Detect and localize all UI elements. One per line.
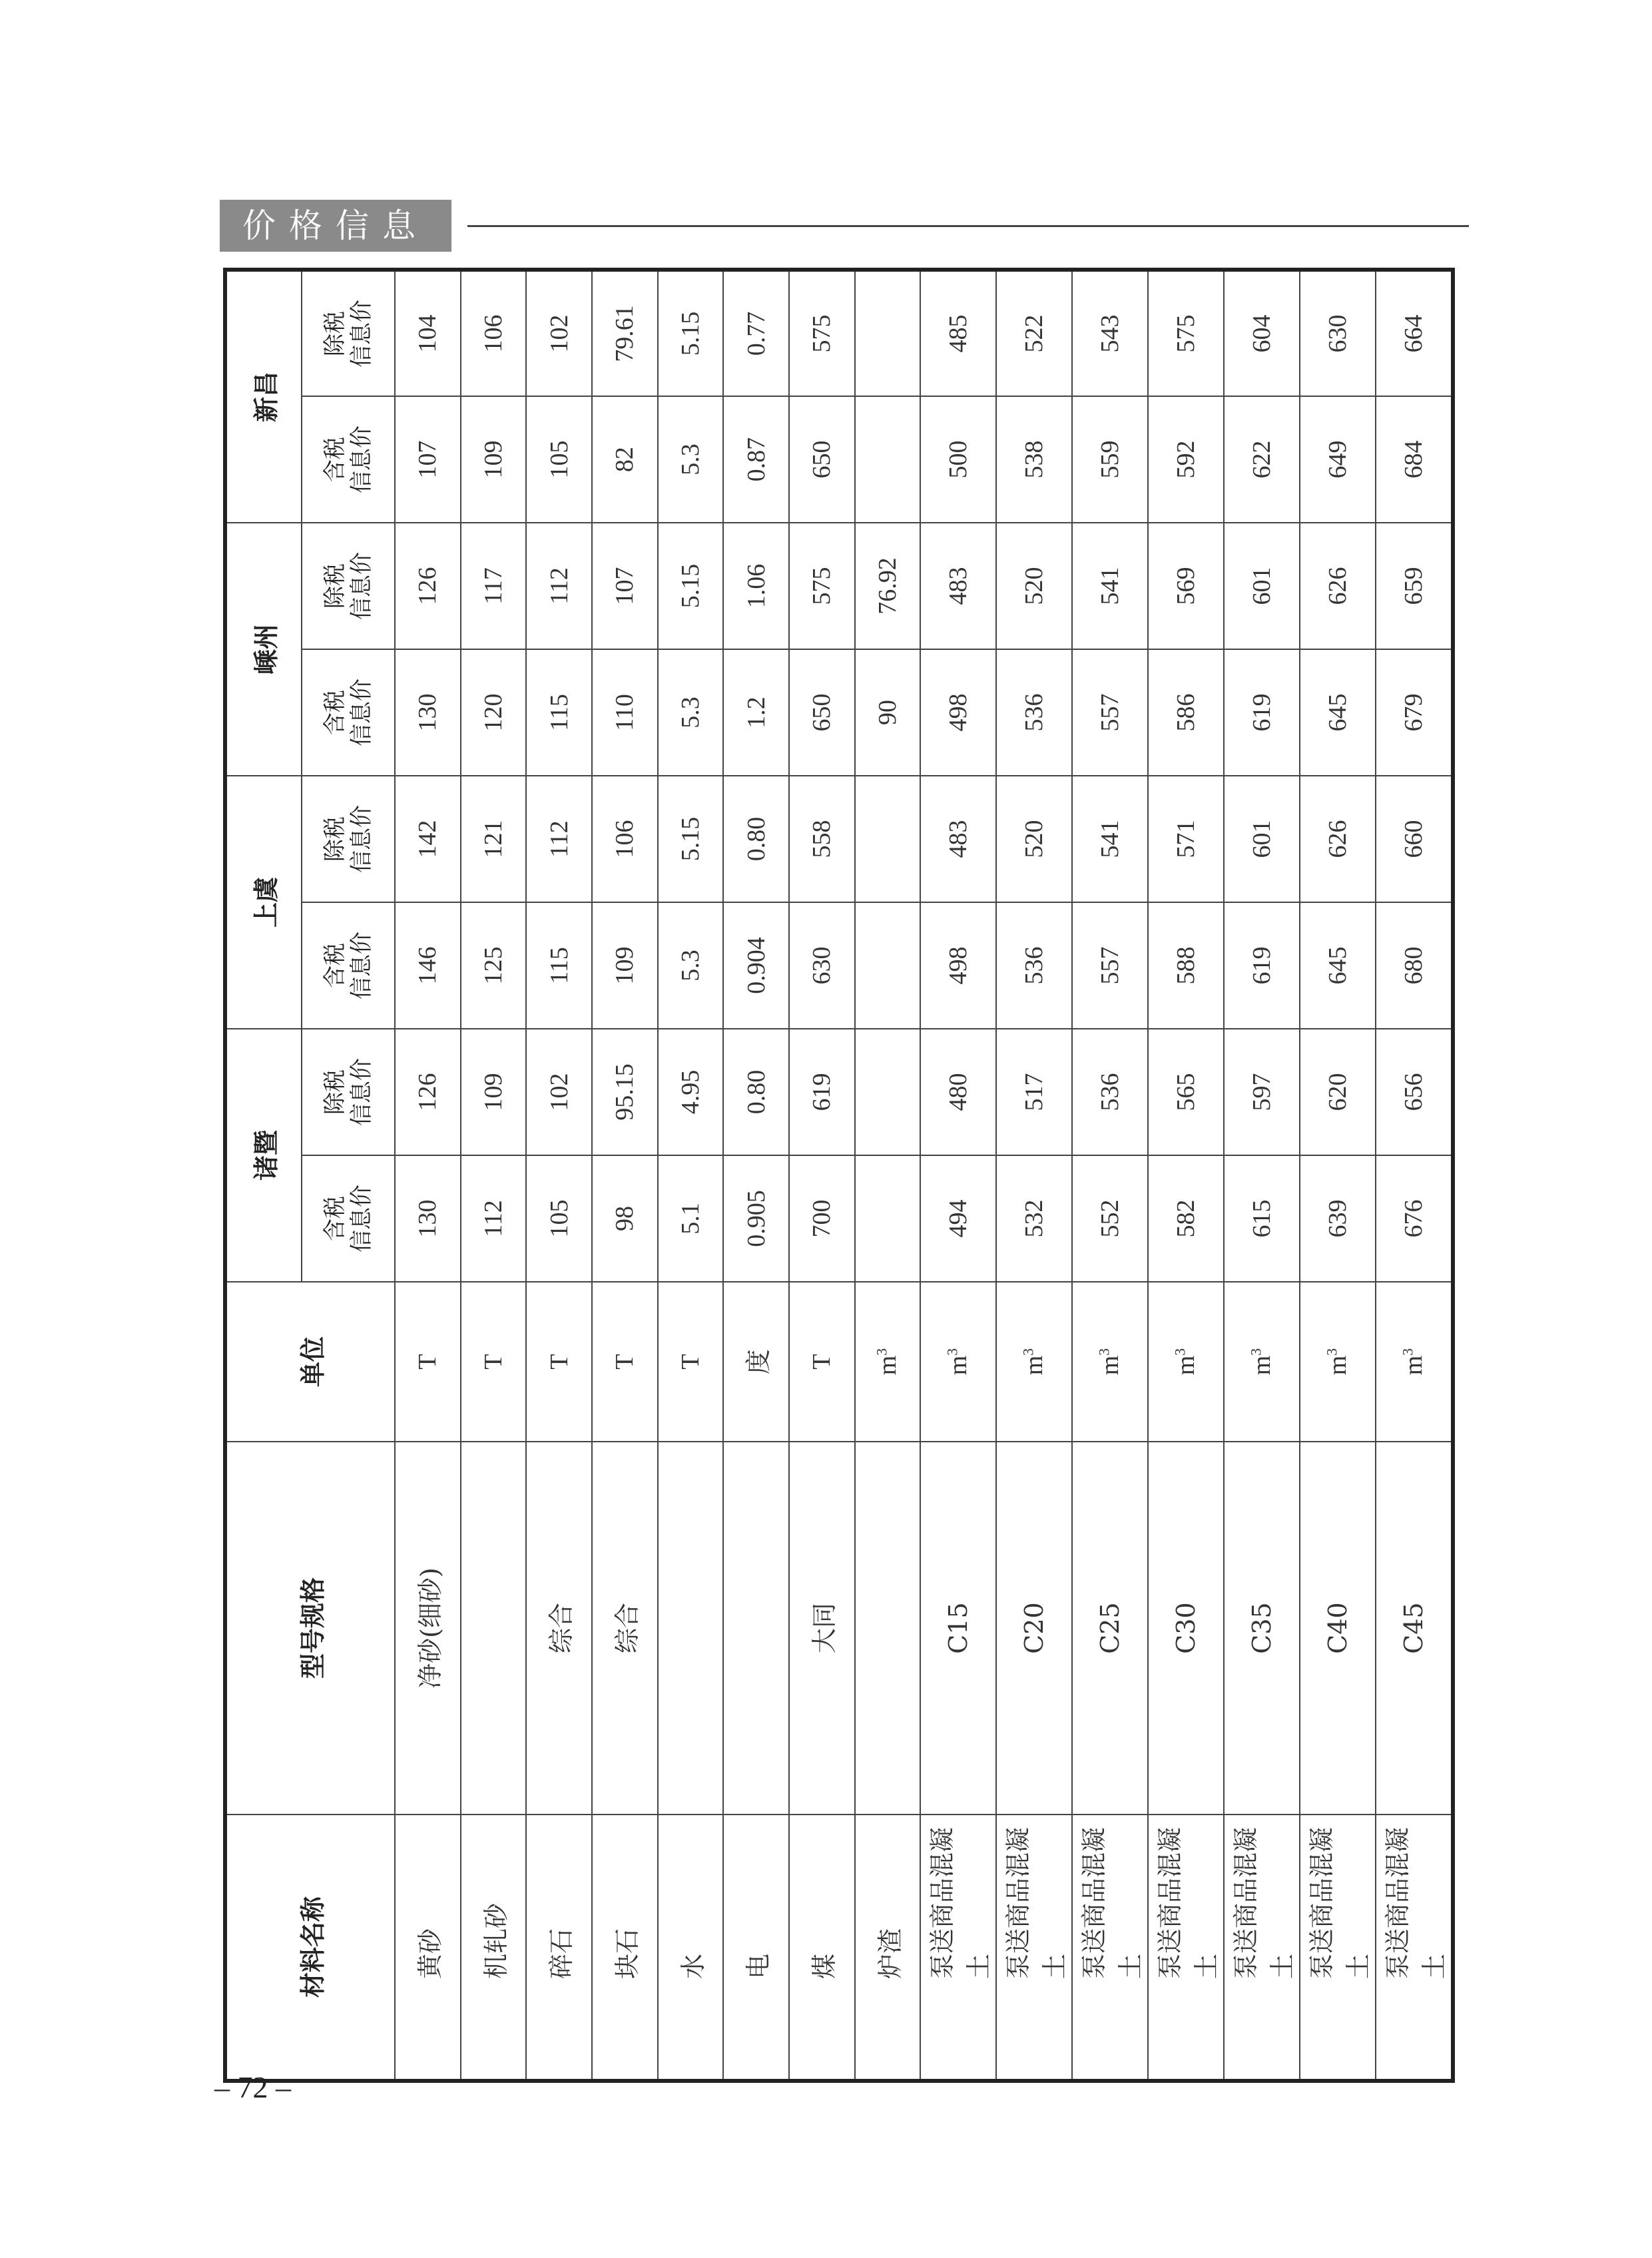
price-ex-tax: 620	[1300, 1029, 1376, 1155]
price-ex-tax: 656	[1376, 1029, 1453, 1155]
price-with-tax: 112	[461, 1155, 527, 1282]
price-ex-tax: 601	[1224, 776, 1300, 902]
price-with-tax: 105	[526, 1155, 592, 1282]
price-with-tax: 109	[461, 396, 527, 523]
unit-cell	[920, 1282, 996, 1442]
unit-cell	[658, 1282, 724, 1442]
price-ex-tax: 5.15	[658, 776, 724, 902]
header-region: 诸暨	[225, 1029, 302, 1282]
material-name: 泵送商品混凝土	[1148, 1815, 1224, 2081]
page-number: – 72 –	[214, 2070, 291, 2104]
unit-base: m	[1323, 1355, 1352, 1376]
price-ex-tax: 480	[920, 1029, 996, 1155]
price-with-tax: 649	[1300, 396, 1376, 523]
unit-base: m	[1020, 1355, 1049, 1376]
price-with-tax: 552	[1072, 1155, 1148, 1282]
price-with-tax: 90	[855, 649, 921, 776]
price-with-tax: 684	[1376, 396, 1453, 523]
price-with-tax: 622	[1224, 396, 1300, 523]
table-row	[996, 270, 1072, 2081]
price-with-tax: 536	[996, 649, 1072, 776]
price-ex-tax	[855, 776, 921, 902]
price-ex-tax: 4.95	[658, 1029, 724, 1155]
spec-cell: 综合	[526, 1442, 592, 1815]
price-ex-tax: 0.80	[723, 1029, 789, 1155]
unit-base: T	[545, 1354, 573, 1370]
price-with-tax: 592	[1148, 396, 1224, 523]
price-with-tax: 120	[461, 649, 527, 776]
unit-cell	[1148, 1282, 1224, 1442]
price-with-tax: 630	[789, 902, 855, 1029]
spec-cell	[461, 1442, 527, 1815]
price-ex-tax: 565	[1148, 1029, 1224, 1155]
price-ex-tax: 483	[920, 776, 996, 902]
subheader-ex-tax: 除税 信息价	[302, 776, 395, 902]
spec-cell: C35	[1224, 1442, 1300, 1815]
material-name: 煤	[789, 1815, 855, 2081]
price-ex-tax: 126	[395, 523, 461, 649]
price-ex-tax: 5.15	[658, 523, 724, 649]
unit-cell	[395, 1282, 461, 1442]
unit-superscript: 3	[1247, 1348, 1264, 1356]
spec-cell: C30	[1148, 1442, 1224, 1815]
unit-cell	[592, 1282, 658, 1442]
spec-cell	[658, 1442, 724, 1815]
price-ex-tax: 619	[789, 1029, 855, 1155]
unit-base: T	[808, 1354, 836, 1370]
unit-cell	[1376, 1282, 1453, 1442]
table-row	[526, 270, 592, 2081]
price-ex-tax: 0.80	[723, 776, 789, 902]
table-row	[658, 270, 724, 2081]
price-with-tax: 5.1	[658, 1155, 724, 1282]
unit-cell	[789, 1282, 855, 1442]
spec-cell: C15	[920, 1442, 996, 1815]
price-ex-tax: 106	[592, 776, 658, 902]
spec-cell	[723, 1442, 789, 1815]
price-ex-tax: 543	[1072, 270, 1148, 396]
material-name: 炉渣	[855, 1815, 921, 2081]
subheader-with-tax: 含税 信息价	[302, 649, 395, 776]
price-with-tax: 1.2	[723, 649, 789, 776]
price-with-tax: 650	[789, 649, 855, 776]
price-with-tax: 82	[592, 396, 658, 523]
unit-base: m	[1248, 1355, 1276, 1376]
price-with-tax: 588	[1148, 902, 1224, 1029]
table-row	[1148, 270, 1224, 2081]
unit-superscript: 3	[1171, 1348, 1189, 1356]
spec-cell	[855, 1442, 921, 1815]
price-with-tax: 498	[920, 902, 996, 1029]
price-with-tax: 679	[1376, 649, 1453, 776]
unit-base: m	[944, 1355, 973, 1376]
price-ex-tax: 541	[1072, 523, 1148, 649]
price-with-tax	[855, 902, 921, 1029]
header-region: 新昌	[225, 270, 302, 523]
price-ex-tax: 0.77	[723, 270, 789, 396]
unit-cell	[526, 1282, 592, 1442]
price-with-tax: 5.3	[658, 649, 724, 776]
table-row	[395, 270, 461, 2081]
unit-base: m	[1172, 1355, 1201, 1376]
price-ex-tax: 630	[1300, 270, 1376, 396]
unit-superscript: 3	[1323, 1348, 1340, 1356]
price-with-tax: 115	[526, 902, 592, 1029]
price-ex-tax: 664	[1376, 270, 1453, 396]
price-ex-tax: 541	[1072, 776, 1148, 902]
price-ex-tax: 660	[1376, 776, 1453, 902]
unit-base: T	[677, 1354, 705, 1370]
spec-cell: C40	[1300, 1442, 1376, 1815]
price-with-tax: 645	[1300, 902, 1376, 1029]
unit-base: T	[413, 1354, 442, 1370]
price-with-tax: 615	[1224, 1155, 1300, 1282]
spec-cell: 综合	[592, 1442, 658, 1815]
subheader-ex-tax: 除税 信息价	[302, 523, 395, 649]
unit-cell	[723, 1282, 789, 1442]
price-ex-tax: 558	[789, 776, 855, 902]
price-with-tax: 619	[1224, 649, 1300, 776]
subheader-ex-tax: 除税 信息价	[302, 1029, 395, 1155]
price-with-tax	[855, 1155, 921, 1282]
subheader-ex-tax: 除税 信息价	[302, 270, 395, 396]
spec-cell: C45	[1376, 1442, 1453, 1815]
unit-base: T	[479, 1354, 507, 1370]
price-with-tax: 125	[461, 902, 527, 1029]
price-with-tax: 130	[395, 1155, 461, 1282]
price-ex-tax: 485	[920, 270, 996, 396]
material-name: 泵送商品混凝土	[1072, 1815, 1148, 2081]
price-with-tax: 0.87	[723, 396, 789, 523]
table-row	[855, 270, 921, 2081]
price-with-tax: 559	[1072, 396, 1148, 523]
price-ex-tax: 102	[526, 270, 592, 396]
price-ex-tax: 95.15	[592, 1029, 658, 1155]
unit-base: T	[611, 1354, 639, 1370]
price-ex-tax: 575	[789, 270, 855, 396]
header-region: 嵊州	[225, 523, 302, 776]
material-name: 泵送商品混凝土	[1300, 1815, 1376, 2081]
price-with-tax: 532	[996, 1155, 1072, 1282]
material-name: 水	[658, 1815, 724, 2081]
spec-cell: C20	[996, 1442, 1072, 1815]
material-name: 泵送商品混凝土	[996, 1815, 1072, 2081]
price-ex-tax: 107	[592, 523, 658, 649]
price-with-tax: 619	[1224, 902, 1300, 1029]
price-ex-tax: 102	[526, 1029, 592, 1155]
unit-cell	[1224, 1282, 1300, 1442]
unit-base: 度	[745, 1349, 774, 1375]
material-name: 块石	[592, 1815, 658, 2081]
price-ex-tax: 626	[1300, 776, 1376, 902]
material-name: 泵送商品混凝土	[1224, 1815, 1300, 2081]
header-material: 材料名称	[225, 1815, 395, 2081]
price-ex-tax: 569	[1148, 523, 1224, 649]
spec-cell: 大同	[789, 1442, 855, 1815]
price-ex-tax: 575	[1148, 270, 1224, 396]
price-with-tax: 557	[1072, 902, 1148, 1029]
price-ex-tax: 1.06	[723, 523, 789, 649]
price-ex-tax: 520	[996, 776, 1072, 902]
price-ex-tax: 142	[395, 776, 461, 902]
price-with-tax: 105	[526, 396, 592, 523]
price-with-tax: 5.3	[658, 902, 724, 1029]
material-name: 泵送商品混凝土	[1376, 1815, 1453, 2081]
price-ex-tax: 117	[461, 523, 527, 649]
price-with-tax: 98	[592, 1155, 658, 1282]
price-ex-tax: 121	[461, 776, 527, 902]
price-with-tax: 0.904	[723, 902, 789, 1029]
unit-cell	[996, 1282, 1072, 1442]
price-with-tax: 130	[395, 649, 461, 776]
price-ex-tax: 601	[1224, 523, 1300, 649]
price-ex-tax: 604	[1224, 270, 1300, 396]
price-ex-tax: 109	[461, 1029, 527, 1155]
price-with-tax: 498	[920, 649, 996, 776]
unit-base: m	[874, 1355, 902, 1376]
price-ex-tax: 79.61	[592, 270, 658, 396]
header-spec: 型号规格	[225, 1442, 395, 1815]
table-row	[1072, 270, 1148, 2081]
price-ex-tax: 522	[996, 270, 1072, 396]
price-ex-tax: 5.15	[658, 270, 724, 396]
subheader-with-tax: 含税 信息价	[302, 396, 395, 523]
table-row	[1224, 270, 1300, 2081]
price-with-tax: 680	[1376, 902, 1453, 1029]
price-with-tax	[855, 396, 921, 523]
unit-superscript: 3	[1019, 1348, 1037, 1356]
unit-superscript: 3	[1399, 1348, 1416, 1356]
price-ex-tax: 659	[1376, 523, 1453, 649]
unit-cell	[1300, 1282, 1376, 1442]
price-ex-tax: 126	[395, 1029, 461, 1155]
price-ex-tax: 626	[1300, 523, 1376, 649]
spec-cell: C25	[1072, 1442, 1148, 1815]
price-with-tax: 645	[1300, 649, 1376, 776]
price-with-tax: 639	[1300, 1155, 1376, 1282]
price-with-tax: 5.3	[658, 396, 724, 523]
price-table	[223, 268, 1455, 2083]
price-ex-tax: 571	[1148, 776, 1224, 902]
price-with-tax: 0.905	[723, 1155, 789, 1282]
header-unit: 单位	[225, 1282, 395, 1442]
header-region: 上虞	[225, 776, 302, 1029]
spec-cell: 净砂(细砂)	[395, 1442, 461, 1815]
price-ex-tax: 112	[526, 523, 592, 649]
price-ex-tax: 536	[1072, 1029, 1148, 1155]
unit-cell	[855, 1282, 921, 1442]
table-row	[1376, 270, 1453, 2081]
price-with-tax: 538	[996, 396, 1072, 523]
price-with-tax: 109	[592, 902, 658, 1029]
unit-cell	[461, 1282, 527, 1442]
unit-base: m	[1399, 1355, 1428, 1376]
price-ex-tax: 520	[996, 523, 1072, 649]
price-with-tax: 700	[789, 1155, 855, 1282]
price-with-tax: 582	[1148, 1155, 1224, 1282]
price-with-tax: 107	[395, 396, 461, 523]
price-ex-tax: 517	[996, 1029, 1072, 1155]
unit-cell	[1072, 1282, 1148, 1442]
price-ex-tax: 112	[526, 776, 592, 902]
price-with-tax: 500	[920, 396, 996, 523]
table-row	[920, 270, 996, 2081]
table-row	[723, 270, 789, 2081]
table-holder	[223, 272, 1455, 2083]
subheader-with-tax: 含税 信息价	[302, 1155, 395, 1282]
price-ex-tax: 597	[1224, 1029, 1300, 1155]
unit-superscript: 3	[873, 1348, 890, 1356]
price-ex-tax: 76.92	[855, 523, 921, 649]
price-ex-tax	[855, 1029, 921, 1155]
unit-base: m	[1096, 1355, 1125, 1376]
price-with-tax: 115	[526, 649, 592, 776]
material-name: 黄砂	[395, 1815, 461, 2081]
table-row	[461, 270, 527, 2081]
table-row	[1300, 270, 1376, 2081]
price-ex-tax	[855, 270, 921, 396]
price-with-tax: 650	[789, 396, 855, 523]
unit-superscript: 3	[944, 1348, 961, 1356]
price-with-tax: 146	[395, 902, 461, 1029]
unit-superscript: 3	[1095, 1348, 1113, 1356]
price-with-tax: 110	[592, 649, 658, 776]
material-name: 机轧砂	[461, 1815, 527, 2081]
subheader-with-tax: 含税 信息价	[302, 902, 395, 1029]
price-ex-tax: 104	[395, 270, 461, 396]
price-with-tax: 494	[920, 1155, 996, 1282]
price-with-tax: 676	[1376, 1155, 1453, 1282]
material-name: 泵送商品混凝土	[920, 1815, 996, 2081]
section-title: 价格信息	[220, 200, 451, 252]
price-ex-tax: 483	[920, 523, 996, 649]
price-with-tax: 536	[996, 902, 1072, 1029]
price-ex-tax: 106	[461, 270, 527, 396]
material-name: 电	[723, 1815, 789, 2081]
header-rule	[467, 225, 1469, 227]
price-ex-tax: 575	[789, 523, 855, 649]
price-with-tax: 586	[1148, 649, 1224, 776]
table-row	[789, 270, 855, 2081]
table-row	[592, 270, 658, 2081]
material-name: 碎石	[526, 1815, 592, 2081]
price-with-tax: 557	[1072, 649, 1148, 776]
